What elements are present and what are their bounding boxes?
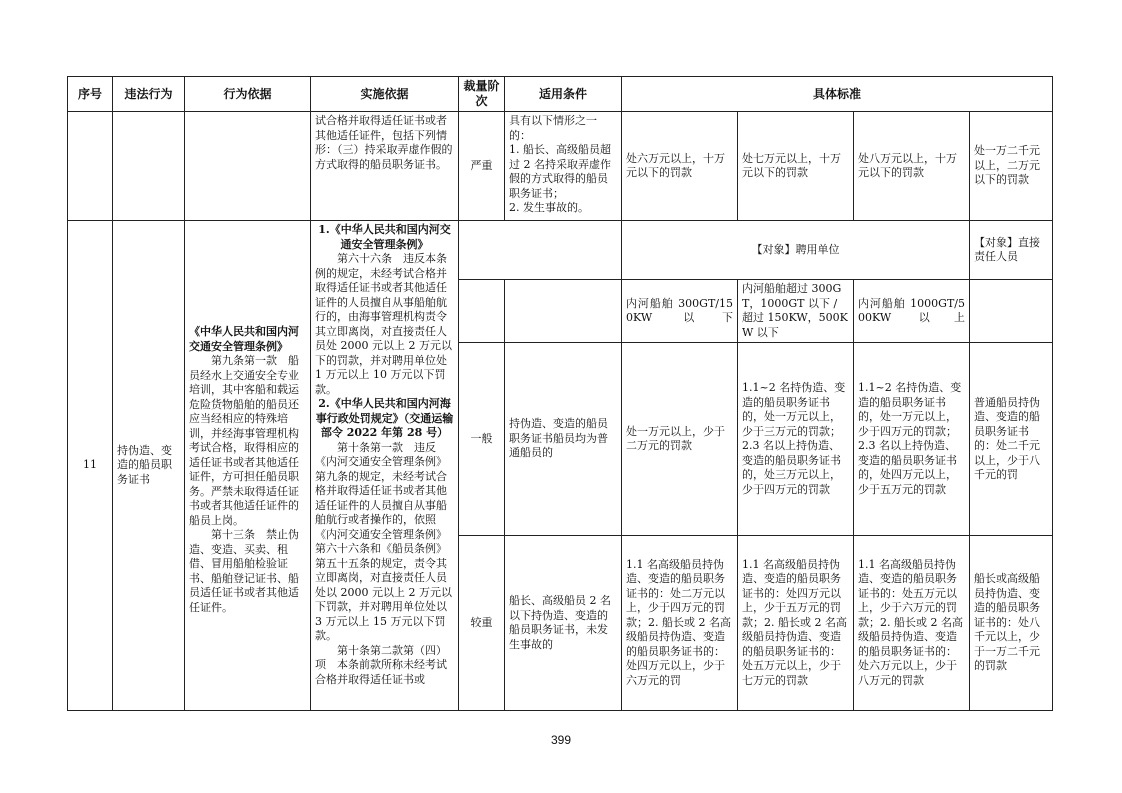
prev-level: 严重	[459, 112, 505, 221]
header-level: 裁量阶次	[459, 77, 505, 112]
header-basis: 行为依据	[185, 77, 311, 112]
basis-para: 第十三条 禁止伪造、变造、买卖、租借、冒用船舶检验证书、船舶登记证书、船员适任证书或者其他适任证件。	[189, 528, 299, 614]
impl-para: 第十条第一款 违反《内河交通安全管理条例》第九条的规定，未经考试合格并取得适任证书或者其他适任证件的人员擅自从事船舶航行或者操作的，依照《内河交通安全管理条例》第六十六条和《船员条例》第五十五条的规定，责令其立即离岗，对直接责任人员处以 2000 元以上 2 万元以下罚款，并对聘用单位处以 3 万元以上 15 万元以下罚款。	[315, 440, 452, 642]
serious-std2: 1.1 名高级船员持伪造、变造的船员职务证书的：处四万元以上，少于五万元的罚款；2. 船长或 2 名高级船员持伪造、变造的船员职务证书的：处五万元以上，少于七万元的罚款	[738, 536, 854, 711]
header-impl: 实施依据	[311, 77, 459, 112]
basis-title: 《中华人民共和国内河交通安全管理条例》	[189, 325, 299, 353]
regulation-table	[67, 76, 1053, 711]
prev-cond-line: 2. 发生事故的。	[509, 201, 589, 214]
impl-para: 第十条第二款第（四）项 本条前款所称未经考试合格并取得适任证书或	[315, 643, 447, 686]
impl-para: 第六十六条 违反本条例的规定，未经考试合格并取得适任证书或者其他适任证件的人员擅自从事船舶航行的，由海事管理机构责令其立即离岗，对直接责任人员处 2000 元以上 2 万元以下的罚款，并对聘用单位处 1 万元以上 10 万元以下罚款。	[315, 252, 452, 396]
header-cond: 适用条件	[505, 77, 622, 112]
object-unit: 【对象】聘用单位	[622, 221, 970, 280]
row11-impl	[311, 221, 459, 711]
general-std3: 1.1~2 名持伪造、变造的船员职务证书的，处一万元以上，少于四万元的罚款；2.3 名以上持伪造、变造的船员职务证书的，处四万元以上，少于五万元的罚款	[854, 343, 970, 536]
tier-2: 内河船舶超过 300GT，1000GT 以下 / 超过 150KW，500KW 以下	[738, 280, 854, 343]
prev-impl: 试合格并取得适任证书或者其他适任证件，包括下列情形：（三）持采取弄虚作假的方式取得的船员职务证书。	[311, 112, 459, 221]
page-number: 399	[550, 733, 572, 747]
row11-seq: 11	[68, 221, 113, 711]
header-row	[68, 77, 1053, 112]
serious-std4: 船长或高级船员持伪造、变造的船员职务证书的：处八千元以上，少于一万二千元的罚款	[970, 536, 1053, 711]
serious-level: 较重	[459, 536, 505, 711]
general-std4: 普通船员持伪造、变造的船员职务证书的：处二千元以上，少于八千元的罚	[970, 343, 1053, 536]
header-std: 具体标准	[622, 77, 1053, 112]
impl-title: 1.《中华人民共和国内河交通安全管理条例》	[318, 223, 451, 251]
tier-1: 内河船舶 300GT/150KW 以下	[622, 280, 738, 343]
prev-std3: 处八万元以上，十万元以下的罚款	[854, 112, 970, 221]
general-level: 一般	[459, 343, 505, 536]
table-row	[68, 221, 1053, 280]
general-std2: 1.1~2 名持伪造、变造的船员职务证书的，处一万元以上，少于三万元的罚款；2.3 名以上持伪造、变造的船员职务证书的，处三万元以上，少于四万元的罚款	[738, 343, 854, 536]
impl-title: 2.《中华人民共和国内河海事行政处罚规定》（交通运输部令 2022 年第 28 号）	[315, 397, 454, 439]
header-seq: 序号	[68, 77, 113, 112]
row11-basis	[185, 221, 311, 711]
prev-std1: 处六万元以上，十万元以下的罚款	[622, 112, 738, 221]
basis-para: 第九条第一款 船员经水上交通安全专业培训，其中客船和载运危险货物船舶的船员还应当经相应的特殊培训，并经海事管理机构考试合格，取得相应的适任证书或者其他适任证件，方可担任船员职务。严禁未取得适任证书或者其他适任证件的船员上岗。	[189, 354, 299, 527]
prev-std2: 处七万元以上，十万元以下的罚款	[738, 112, 854, 221]
general-cond: 持伪造、变造的船员职务证书船员均为普通船员的	[505, 343, 622, 536]
general-std1: 处一万元以上，少于二万元的罚款	[622, 343, 738, 536]
serious-std3: 1.1 名高级船员持伪造、变造的船员职务证书的：处五万元以上，少于六万元的罚款；2. 船长或 2 名高级船员持伪造、变造的船员职务证书的：处六万元以上，少于八万元的罚款	[854, 536, 970, 711]
prev-cond	[505, 112, 622, 221]
row11-act: 持伪造、变造的船员职务证书	[113, 221, 185, 711]
header-act: 违法行为	[113, 77, 185, 112]
prev-cond-line: 具有以下情形之一的：	[509, 114, 597, 142]
object-person: 【对象】直接责任人员	[970, 221, 1053, 280]
serious-std1: 1.1 名高级船员持伪造、变造的船员职务证书的：处二万元以上，少于四万元的罚款；2. 船长或 2 名高级船员持伪造、变造的船员职务证书的：处四万元以上，少于六万元的罚	[622, 536, 738, 711]
serious-cond: 船长、高级船员 2 名以下持伪造、变造的船员职务证书，未发生事故的	[505, 536, 622, 711]
tier-3: 内河船舶 1000GT/500KW 以上	[854, 280, 970, 343]
table-row	[68, 112, 1053, 221]
prev-std4: 处一万二千元以上，二万元以下的罚款	[970, 112, 1053, 221]
prev-cond-line: 1. 船长、高级船员超过 2 名持采取弄虚作假的方式取得的船员职务证书；	[509, 143, 611, 200]
